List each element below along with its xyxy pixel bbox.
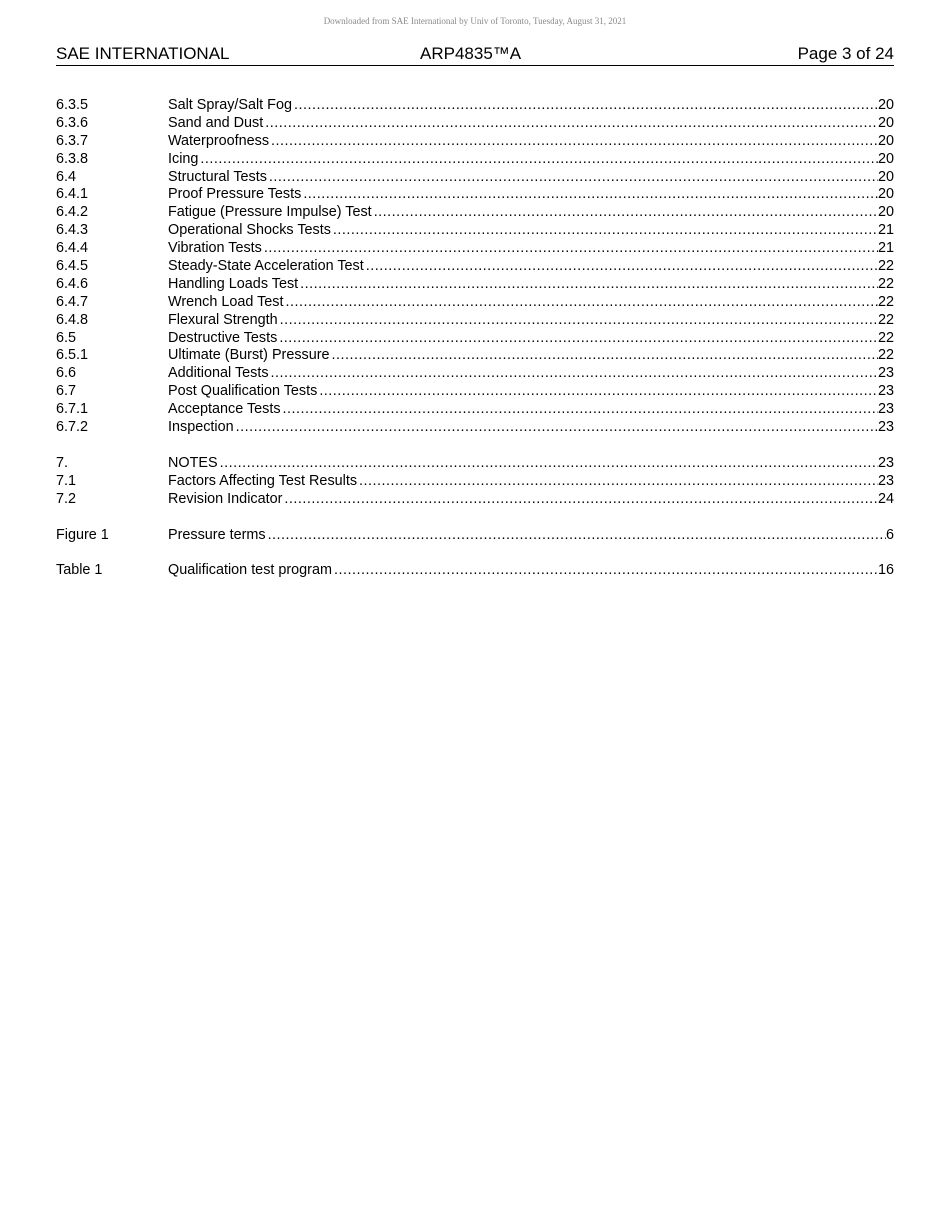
toc-entry-page: 22 <box>877 347 894 364</box>
toc-entry-number: 6.4.5 <box>56 258 89 275</box>
toc-entry-number: 6.4 <box>56 168 77 185</box>
toc-dot-leader <box>294 97 878 115</box>
toc-entry[interactable] <box>56 151 894 169</box>
toc-entry[interactable] <box>56 455 894 473</box>
toc-entry-page: 20 <box>877 168 894 185</box>
toc-entry[interactable] <box>56 294 894 312</box>
toc-entry-page: 20 <box>877 97 894 113</box>
toc-entry-title: Waterproofness <box>168 132 270 149</box>
toc-dot-leader <box>300 276 878 294</box>
toc-entry-title: Post Qualification Tests <box>168 383 318 400</box>
toc-entry-number: 6.4.3 <box>56 222 89 239</box>
header-page-label: Page 3 of 24 <box>797 44 894 63</box>
toc-entry[interactable] <box>56 562 894 580</box>
toc-entry-page: 6 <box>885 526 894 543</box>
toc-entry[interactable] <box>56 347 894 365</box>
toc-entry[interactable] <box>56 383 894 401</box>
toc-entry-page: 23 <box>877 401 894 418</box>
toc-dot-leader <box>333 222 878 240</box>
toc-dot-leader <box>283 401 878 419</box>
toc-entry-title: Additional Tests <box>168 365 269 382</box>
toc-entry-title: Revision Indicator <box>168 490 283 507</box>
toc-entry-page: 23 <box>877 365 894 382</box>
toc-entry-page: 22 <box>877 311 894 328</box>
toc-entry[interactable] <box>56 473 894 491</box>
toc-entry-title-wrap <box>168 562 878 580</box>
toc-entry[interactable] <box>56 204 894 222</box>
toc-dot-leader <box>264 240 878 258</box>
toc-entry-title-wrap <box>168 133 878 151</box>
toc-entry-number: 6.4.1 <box>56 186 89 203</box>
toc-entry-title-wrap <box>168 365 878 383</box>
toc-entry-title-wrap <box>168 401 878 419</box>
toc-entry-title: Sand and Dust <box>168 114 264 131</box>
toc-entry-number: 6.6 <box>56 365 77 382</box>
toc-entry-title-wrap <box>168 186 878 204</box>
toc-entry-title-wrap <box>168 330 878 348</box>
toc-entry-title-wrap <box>168 294 878 312</box>
toc-entry-number: 6.7.1 <box>56 401 89 418</box>
toc-entry-page: 20 <box>877 186 894 203</box>
toc-dot-leader <box>220 455 878 473</box>
toc-entry-number: Figure 1 <box>56 526 109 543</box>
toc-entry-number: 7.2 <box>56 490 77 507</box>
toc-entry-title: Ultimate (Burst) Pressure <box>168 347 330 364</box>
toc-entry-page: 23 <box>877 419 894 436</box>
header-document-id: ARP4835™A <box>420 44 522 63</box>
toc-entry-title: Handling Loads Test <box>168 275 299 292</box>
table-of-contents <box>56 97 894 580</box>
toc-entry-page: 20 <box>877 132 894 149</box>
toc-entry-number: 6.3.6 <box>56 114 89 131</box>
toc-entry-title: Flexural Strength <box>168 311 278 328</box>
toc-entry-page: 20 <box>877 114 894 131</box>
toc-entry-title-wrap <box>168 97 878 115</box>
toc-entry[interactable] <box>56 169 894 187</box>
toc-entry[interactable] <box>56 222 894 240</box>
toc-entry-title: Icing <box>168 150 199 167</box>
toc-entry-title: Structural Tests <box>168 168 267 185</box>
toc-entry-title: NOTES <box>168 454 218 471</box>
toc-entry-title-wrap <box>168 222 878 240</box>
toc-dot-leader <box>303 186 878 204</box>
toc-entry-number: 6.3.7 <box>56 132 89 149</box>
toc-entry[interactable] <box>56 258 894 276</box>
download-notice: Downloaded from SAE International by Univ of Toronto, Tuesday, August 31, 2021 <box>323 16 627 26</box>
header-organization: SAE INTERNATIONAL <box>56 44 230 63</box>
toc-dot-leader <box>271 365 878 383</box>
toc-entry[interactable] <box>56 115 894 133</box>
toc-dot-leader <box>268 527 886 545</box>
toc-dot-leader <box>319 383 878 401</box>
toc-entry-title-wrap <box>168 169 878 187</box>
toc-entry-page: 22 <box>877 275 894 292</box>
toc-entry-page: 23 <box>877 472 894 489</box>
toc-entry-number: 6.5.1 <box>56 347 89 364</box>
toc-entry[interactable] <box>56 419 894 437</box>
toc-entry-number: 7.1 <box>56 472 77 489</box>
toc-entry-title-wrap <box>168 527 886 545</box>
toc-entry-title-wrap <box>168 347 878 365</box>
toc-entry-number: 6.4.6 <box>56 275 89 292</box>
toc-entry[interactable] <box>56 186 894 204</box>
toc-entry-page: 22 <box>877 293 894 310</box>
toc-entry-page: 21 <box>877 222 894 239</box>
toc-entry-title-wrap <box>168 491 878 509</box>
toc-entry[interactable] <box>56 401 894 419</box>
toc-entry[interactable] <box>56 276 894 294</box>
toc-entry-page: 22 <box>877 329 894 346</box>
toc-dot-leader <box>374 204 878 222</box>
toc-entry-number: Table 1 <box>56 562 103 579</box>
toc-dot-leader <box>265 115 878 133</box>
toc-entry-title-wrap <box>168 312 878 330</box>
toc-entry-title: Wrench Load Test <box>168 293 284 310</box>
toc-entry-title: Vibration Tests <box>168 240 262 257</box>
toc-entry-title: Steady-State Acceleration Test <box>168 258 364 275</box>
toc-entry-title-wrap <box>168 383 878 401</box>
toc-entry-number: 6.7.2 <box>56 419 89 436</box>
toc-dot-leader <box>236 419 878 437</box>
toc-entry-title-wrap <box>168 455 878 473</box>
toc-entry-title-wrap <box>168 258 878 276</box>
toc-dot-leader <box>334 562 878 580</box>
toc-entry-page: 23 <box>877 454 894 471</box>
toc-entry-title: Acceptance Tests <box>168 401 281 418</box>
toc-dot-leader <box>271 133 878 151</box>
page-header <box>56 44 894 66</box>
toc-entry-page: 20 <box>877 150 894 167</box>
toc-entry-number: 6.4.4 <box>56 240 89 257</box>
toc-entry[interactable] <box>56 312 894 330</box>
toc-entry-title-wrap <box>168 419 878 437</box>
toc-entry[interactable] <box>56 330 894 348</box>
toc-dot-leader <box>332 347 878 365</box>
toc-dot-leader <box>279 330 878 348</box>
toc-entry-title: Destructive Tests <box>168 329 278 346</box>
toc-entry-title-wrap <box>168 204 878 222</box>
toc-entry-number: 6.4.2 <box>56 204 89 221</box>
toc-entry-page: 16 <box>877 562 894 579</box>
toc-dot-leader <box>366 258 878 276</box>
toc-entry[interactable] <box>56 491 894 509</box>
toc-entry-title: Salt Spray/Salt Fog <box>168 97 292 113</box>
toc-entry-title: Factors Affecting Test Results <box>168 472 358 489</box>
toc-entry-page: 24 <box>877 490 894 507</box>
toc-entry-title-wrap <box>168 276 878 294</box>
toc-entry[interactable] <box>56 133 894 151</box>
toc-entry-number: 6.3.5 <box>56 97 89 113</box>
toc-dot-leader <box>285 294 878 312</box>
toc-entry-title: Inspection <box>168 419 234 436</box>
toc-entry-page: 21 <box>877 240 894 257</box>
toc-entry-page: 20 <box>877 204 894 221</box>
toc-entry-number: 6.7 <box>56 383 77 400</box>
toc-entry-number: 6.3.8 <box>56 150 89 167</box>
toc-entry-number: 6.4.7 <box>56 293 89 310</box>
toc-dot-leader <box>269 169 878 187</box>
toc-entry-title: Proof Pressure Tests <box>168 186 302 203</box>
toc-entry-page: 23 <box>877 383 894 400</box>
toc-entry-number: 7. <box>56 454 69 471</box>
toc-entry[interactable] <box>56 240 894 258</box>
toc-entry-title: Fatigue (Pressure Impulse) Test <box>168 204 372 221</box>
toc-entry-page: 22 <box>877 258 894 275</box>
toc-entry-title-wrap <box>168 240 878 258</box>
toc-dot-leader <box>284 491 878 509</box>
toc-entry-title: Operational Shocks Tests <box>168 222 331 239</box>
toc-dot-leader <box>280 312 878 330</box>
toc-entry[interactable] <box>56 365 894 383</box>
toc-entry-title-wrap <box>168 151 878 169</box>
toc-entry-title-wrap <box>168 473 878 491</box>
toc-entry-title-wrap <box>168 115 878 133</box>
toc-entry[interactable] <box>56 97 894 115</box>
toc-entry-title: Qualification test program <box>168 562 332 579</box>
toc-dot-leader <box>359 473 878 491</box>
toc-entry-number: 6.4.8 <box>56 311 89 328</box>
toc-entry-number: 6.5 <box>56 329 77 346</box>
toc-dot-leader <box>200 151 878 169</box>
toc-entry-title: Pressure terms <box>168 526 266 543</box>
toc-entry[interactable] <box>56 527 894 545</box>
